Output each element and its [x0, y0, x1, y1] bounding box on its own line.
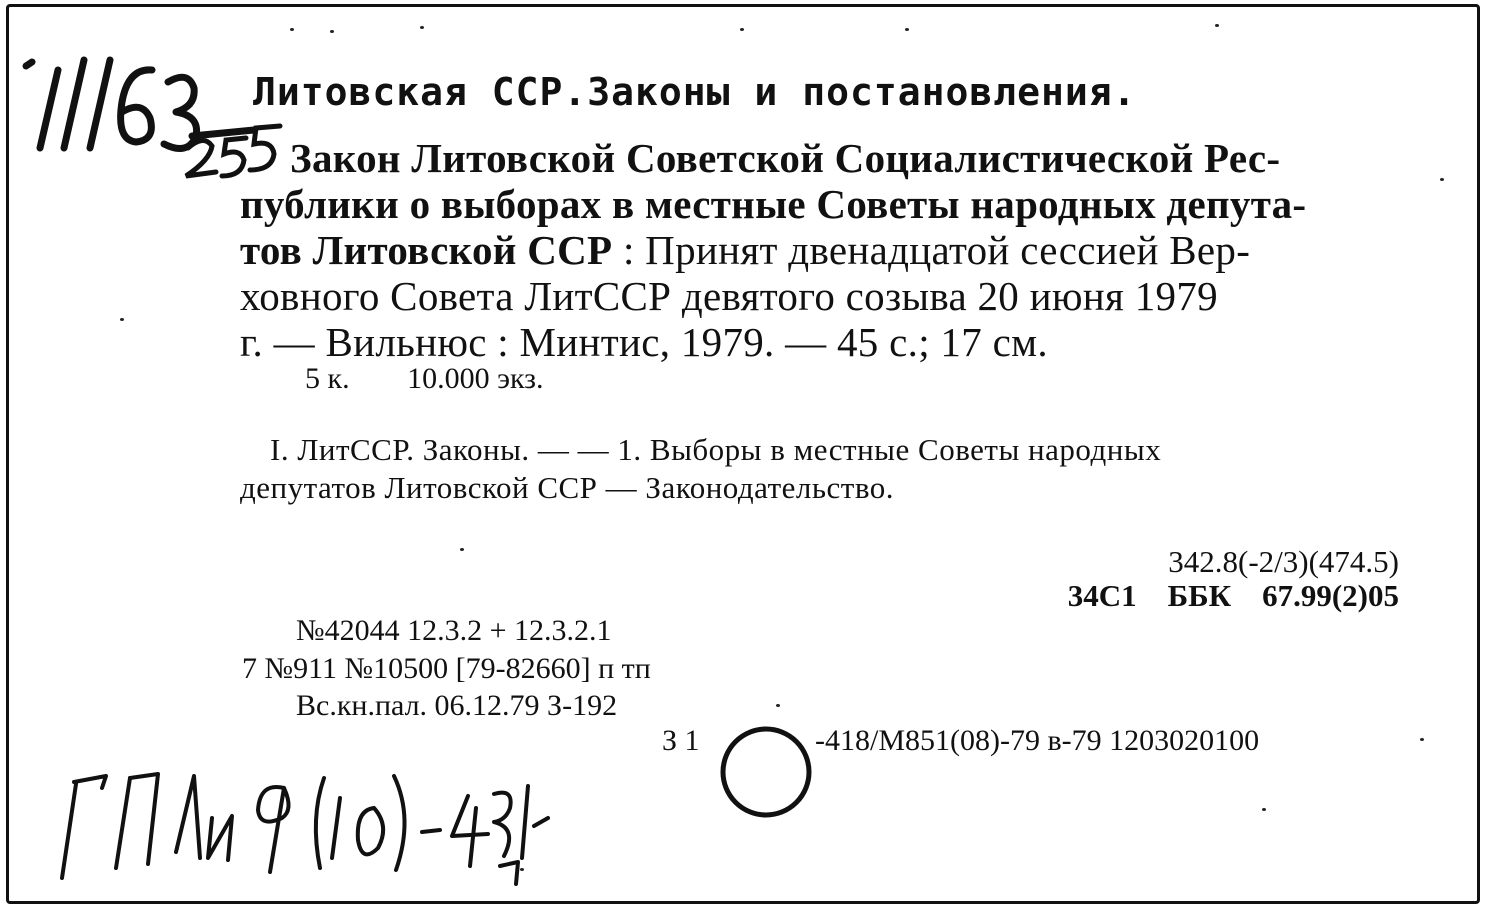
tracings-line-2: депутатов Литовской ССР — Законодательство.: [240, 470, 895, 505]
card-heading: Литовская ССР.Законы и постановления.: [253, 70, 1137, 114]
classification-line: [1068, 578, 1399, 614]
description-line-3-bold: тов Литовской ССР: [240, 227, 613, 273]
price: 5 к.: [305, 362, 350, 395]
tracings-line-1: I. ЛитССР. Законы. — — 1. Выборы в местные Советы народных: [270, 432, 1162, 467]
description-line-4: ховного Совета ЛитССР девятого созыва 20 июня 1979: [240, 273, 1218, 319]
index-rest: -418/М851(08)-79 в-79 1203020100: [815, 724, 1260, 757]
punch-hole: [716, 718, 816, 818]
tech-line-3: Вс.кн.пал. 06.12.79 З-192: [296, 689, 618, 722]
print-run: 10.000 экз.: [407, 362, 544, 395]
description-line-5: г. — Вильнюс : Минтис, 1979. — 45 с.; 17 см.: [240, 319, 1048, 365]
udc-code: 342.8(-2/3)(474.5): [1168, 544, 1399, 579]
description-line-3: [240, 226, 1250, 274]
handwritten-shelfmark: [48, 748, 568, 898]
tech-line-1: №42044 12.3.2 + 12.3.2.1: [296, 614, 612, 647]
description-line-2: публики о выборах в местные Советы народных депута-: [240, 181, 1307, 227]
handwritten-call-number: [18, 30, 288, 180]
author-mark: 34С1: [1067, 578, 1137, 613]
price-and-print-run: [305, 362, 593, 396]
bbk-code: 67.99(2)05: [1262, 578, 1399, 613]
description-line-1: Закон Литовской Советской Социалистической Рес-: [290, 135, 1281, 181]
bbk-label: ББК: [1167, 578, 1232, 613]
index-prefix: З 1: [662, 724, 700, 757]
description-line-3-regular: : Принят двенадцатой сессией Вер-: [612, 227, 1251, 273]
tech-line-2: 7 №911 №10500 [79-82660] п тп: [242, 652, 651, 685]
